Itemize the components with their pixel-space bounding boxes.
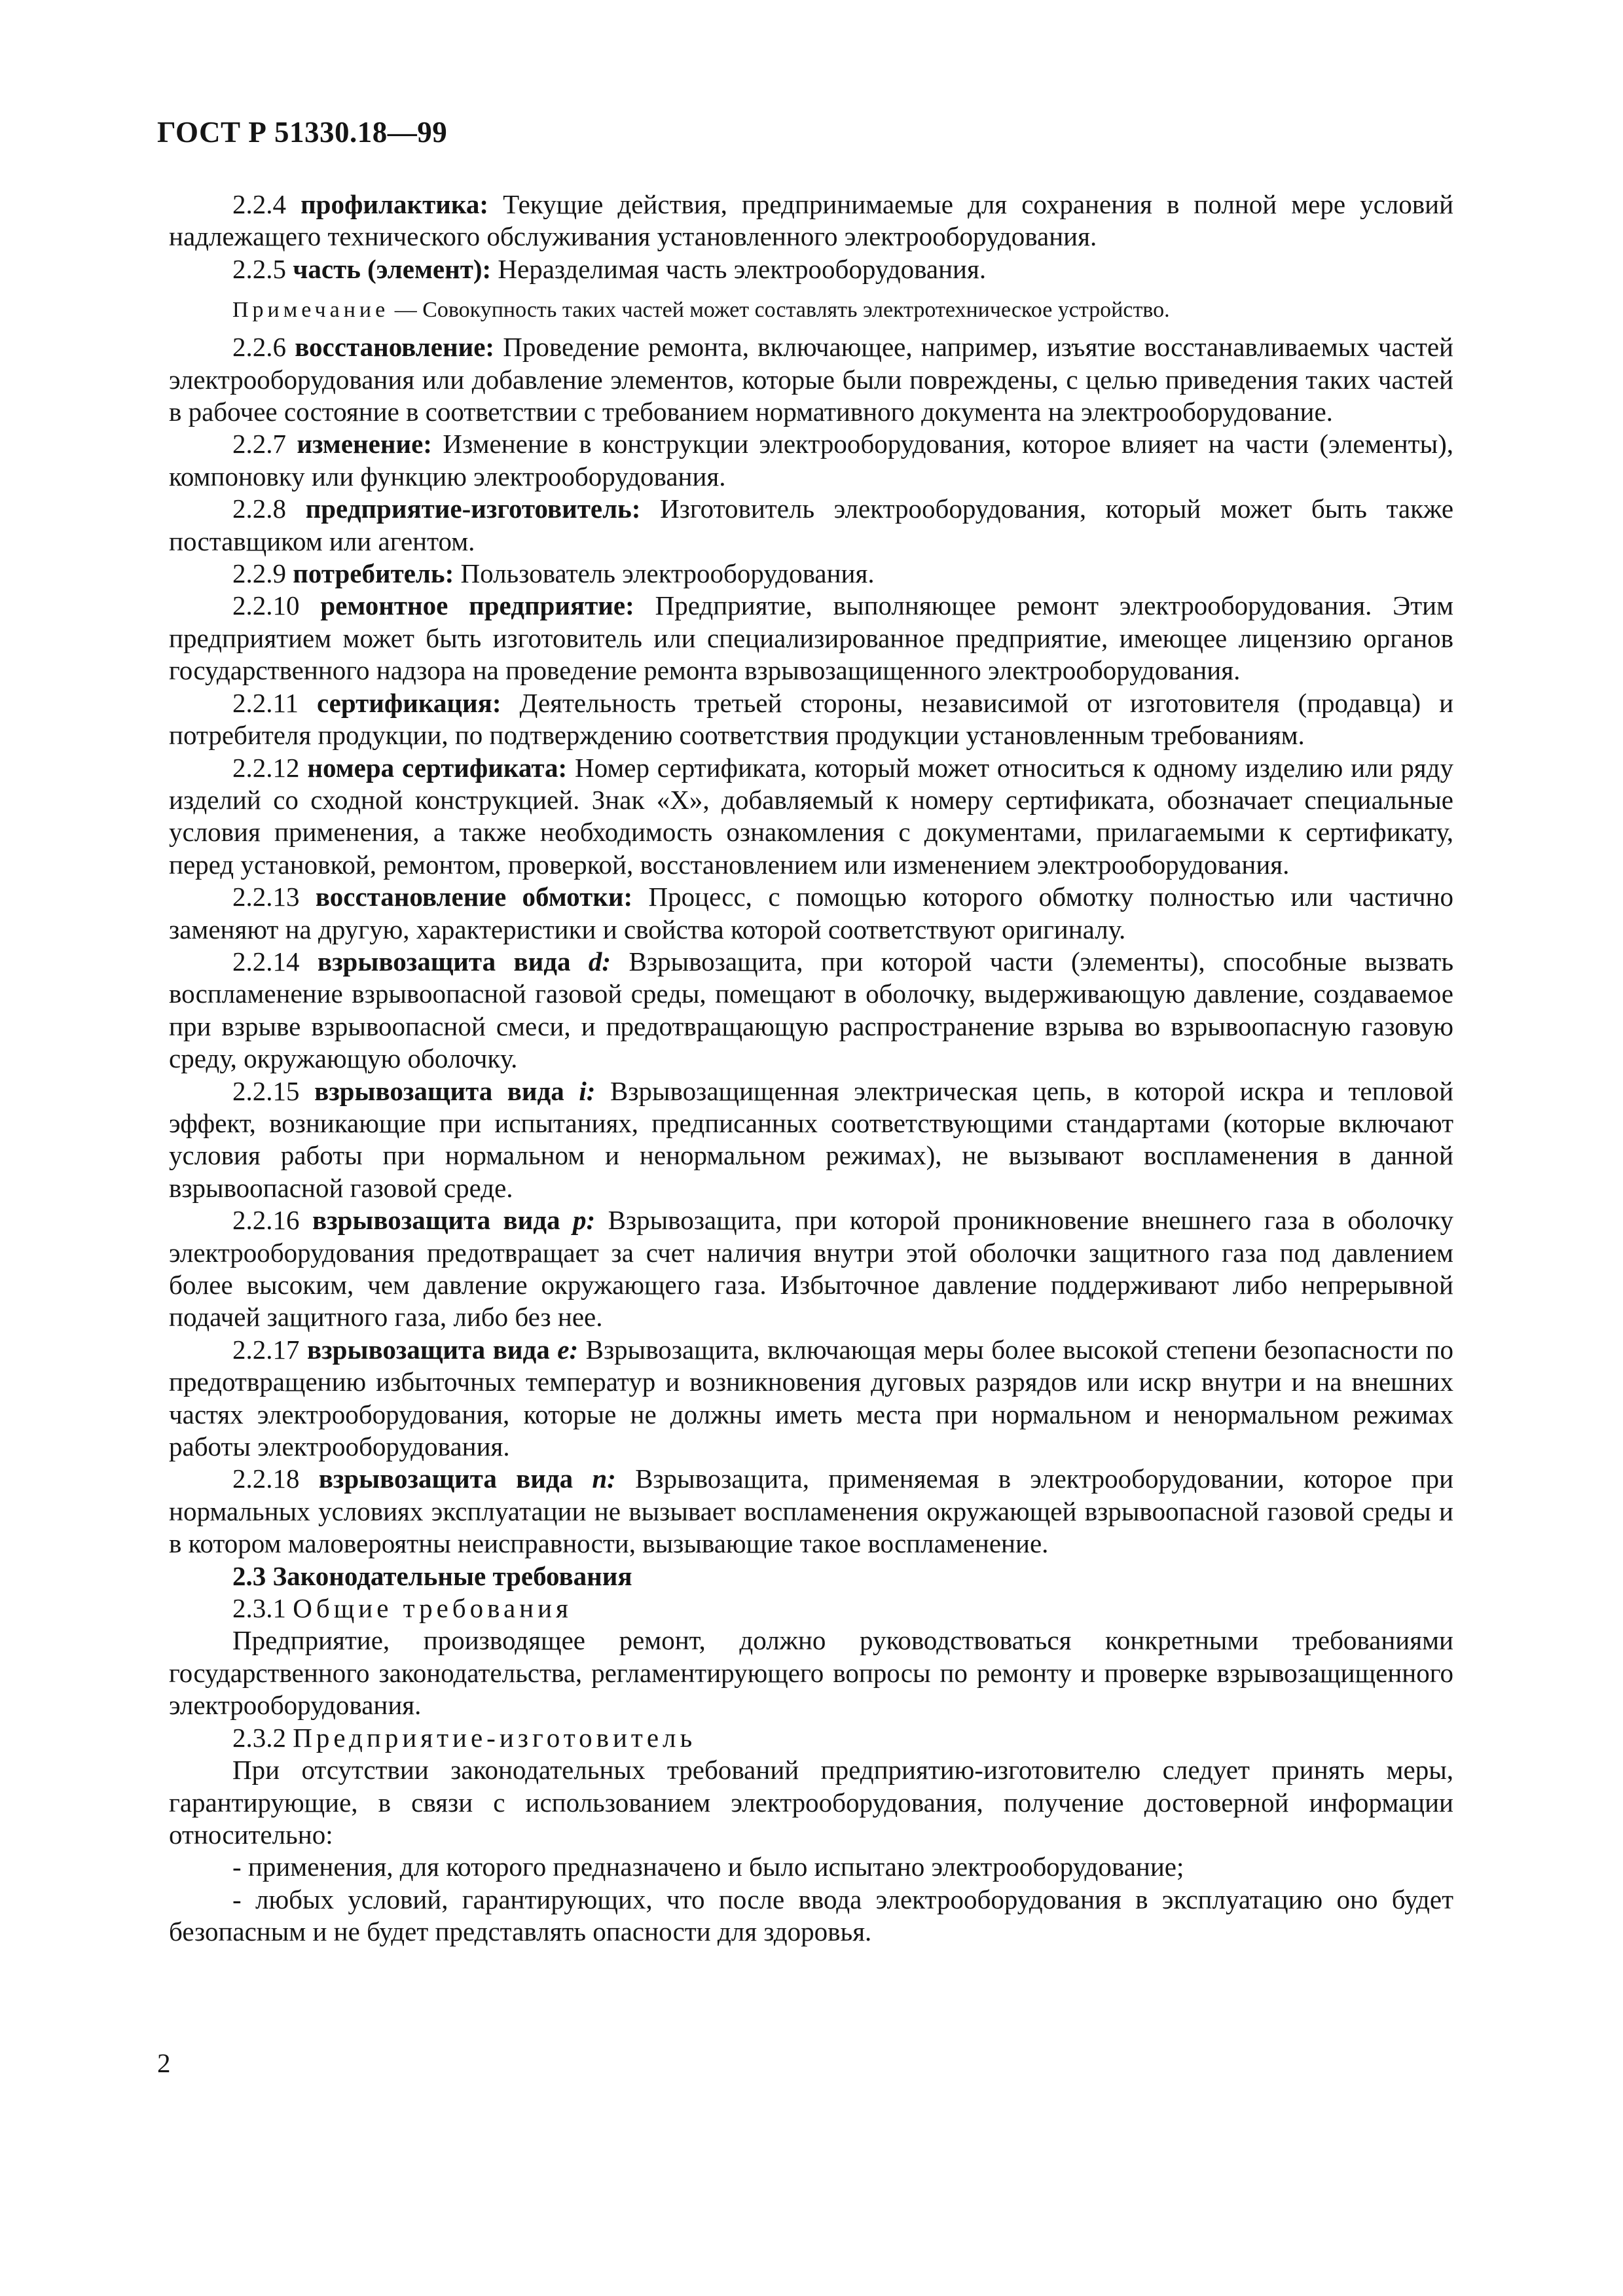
list-item: - применения, для которого предназначено и было испытано электрооборудование;	[232, 1852, 1184, 1882]
term-definition: Изменение в конструкции электрооборудования, которое влияет на части (элементы), компоновку или функцию электрооборудования.	[169, 429, 1454, 492]
term-definition: Изготовитель электрооборудования, который может быть также поставщиком или агентом.	[169, 493, 1454, 556]
term-paragraph	[169, 331, 1453, 428]
term-number: 2.2.10	[232, 590, 300, 621]
term-number: 2.2.9	[232, 558, 286, 589]
term-paragraph	[169, 881, 1453, 946]
term-number: 2.2.18	[232, 1463, 300, 1494]
term-definition: Номер сертификата, который может относиться к одному изделию или ряду изделий со сходной конструкцией. Знак «X», добавляемый к номеру сертификата, обозначает специальные условия применения, а также необходимость ознакомления с документами, прилагаемыми к сертификату, перед установкой, ремонтом, проверкой, восстановлением или изменением электрооборудования.	[169, 752, 1454, 880]
term-paragraph	[169, 1334, 1453, 1463]
term-paragraph	[169, 590, 1453, 687]
term-name: сертификация:	[316, 687, 501, 718]
term-number: 2.2.6	[232, 332, 286, 363]
term-definition: Взрывозащита, при которой части (элементы), способные вызвать воспламенение взрывоопасной газовой среды, помещают в оболочку, выдерживающую давление, создаваемое при взрыве взрывоопасной смеси, и предотвращающую распространение взрыва во взрывоопасную газовую среду, окружающую оболочку.	[169, 946, 1454, 1074]
term-name: часть (элемент):	[293, 253, 492, 284]
note-paragraph	[232, 296, 1453, 325]
term-name: взрывозащита вида	[307, 1334, 550, 1365]
subsection-number: 2.3.1	[232, 1593, 286, 1624]
page-number: 2	[157, 2048, 171, 2078]
subsection-heading	[169, 1722, 1453, 1754]
body-paragraph: Предприятие, производящее ремонт, должно руководствоваться конкретными требованиями государственного законодательства, регламентирующего вопросы по ремонту и проверке взрывозащищенного электрооборудования.	[169, 1625, 1453, 1721]
body-paragraph: При отсутствии законодательных требований предприятию-изготовителю следует принять меры, гарантирующие, в связи с использованием электрооборудования, получение достоверной информации относительно:	[169, 1755, 1453, 1850]
term-paragraph	[169, 558, 1453, 590]
term-name: взрывозащита вида	[317, 946, 571, 977]
term-paragraph	[169, 253, 1453, 285]
note-label: Примечание	[232, 298, 390, 323]
term-name: профилактика:	[301, 189, 489, 219]
term-number: 2.2.15	[232, 1075, 300, 1106]
term-number: 2.2.5	[232, 253, 286, 284]
term-name: взрывозащита вида	[314, 1075, 564, 1106]
term-name: взрывозащита вида	[312, 1205, 560, 1236]
term-number: 2.2.16	[232, 1205, 300, 1236]
term-type-letter: e:	[557, 1334, 579, 1365]
section-number: 2.3	[232, 1560, 266, 1591]
term-name: номера сертификата:	[307, 752, 568, 783]
term-type-letter: d:	[588, 946, 611, 977]
term-number: 2.2.14	[232, 946, 300, 977]
term-name: предприятие-изготовитель:	[305, 493, 641, 524]
term-paragraph	[169, 687, 1453, 752]
term-paragraph	[169, 188, 1453, 253]
term-type-letter: n:	[592, 1463, 616, 1494]
term-definition: Взрывозащита, применяемая в электрооборудовании, которое при нормальных условиях эксплуатации не вызывает воспламенения окружающей взрывоопасной газовой среды и в котором маловероятны неисправности, вызывающие такое воспламенение.	[169, 1463, 1454, 1559]
section-title: Законодательные требования	[272, 1560, 632, 1591]
document-body	[169, 188, 1453, 1948]
term-name: ремонтное предприятие:	[320, 590, 634, 621]
term-number: 2.2.7	[232, 429, 286, 459]
term-definition: Взрывозащищенная электрическая цепь, в которой искра и тепловой эффект, возникающие при испытаниях, предписанных соответствующими стандартами (которые включают условия работы при нормальном и ненормальном режимах), не вызывают воспламенения в данной взрывоопасной газовой среде.	[169, 1075, 1454, 1203]
term-paragraph	[169, 1204, 1453, 1334]
subsection-title: Предприятие-изготовитель	[293, 1722, 697, 1753]
term-name: восстановление обмотки:	[315, 882, 633, 912]
subsection-title: Общие требования	[293, 1593, 572, 1624]
note-text: — Совокупность таких частей может составлять электротехническое устройство.	[394, 298, 1170, 323]
term-definition: Неразделимая часть электрооборудования.	[498, 253, 987, 284]
term-definition: Взрывозащита, при которой проникновение внешнего газа в оболочку электрооборудования предотвращает за счет наличия внутри этой оболочки защитного газа под давлением более высоким, чем давление окружающего газа. Избыточное давление поддерживают либо непрерывной подачей защитного газа, либо без нее.	[169, 1205, 1454, 1333]
term-definition: Взрывозащита, включающая меры более высокой степени безопасности по предотвращению избыточных температур и возникновения дуговых разрядов или искр внутри и на внешних частях электрооборудования, которые не должны иметь места при нормальном и ненормальном режимах работы электрооборудования.	[169, 1334, 1454, 1462]
term-number: 2.2.4	[232, 189, 286, 219]
term-paragraph	[169, 752, 1453, 882]
term-type-letter: i:	[579, 1075, 596, 1106]
term-definition: Текущие действия, предпринимаемые для сохранения в полной мере условий надлежащего технического обслуживания установленного электрооборудования.	[169, 189, 1454, 252]
term-name: взрывозащита вида	[318, 1463, 574, 1494]
term-paragraph	[169, 1075, 1453, 1205]
document-header: ГОСТ Р 51330.18—99	[157, 116, 448, 149]
term-number: 2.2.11	[232, 687, 299, 718]
term-number: 2.2.12	[232, 752, 300, 783]
term-definition: Процесс, с помощью которого обмотку полностью или частично заменяют на другую, характеристики и свойства которой соответствуют оригиналу.	[169, 882, 1454, 944]
term-name: восстановление:	[295, 332, 495, 363]
subsection-number: 2.3.2	[232, 1722, 286, 1753]
term-name: потребитель:	[293, 558, 454, 589]
term-paragraph	[169, 428, 1453, 493]
term-number: 2.2.17	[232, 1334, 300, 1365]
term-type-letter: p:	[572, 1205, 596, 1236]
term-definition: Предприятие, выполняющее ремонт электрооборудования. Этим предприятием может быть изготовитель или специализированное предприятие, имеющее лицензию органов государственного надзора на проведение ремонта взрывозащищенного электрооборудования.	[169, 590, 1454, 686]
term-number: 2.2.13	[232, 882, 300, 912]
term-definition: Проведение ремонта, включающее, например, изъятие восстанавливаемых частей электрооборудования или добавление элементов, которые были повреждены, с целью приведения таких частей в рабочее состояние в соответствии с требованием нормативного документа на электрооборудование.	[169, 332, 1454, 427]
term-paragraph	[169, 946, 1453, 1075]
subsection-heading	[169, 1592, 1453, 1624]
term-number: 2.2.8	[232, 493, 286, 524]
term-definition: Деятельность третьей стороны, независимой от изготовителя (продавца) и потребителя продукции, по подтверждению соответствия продукции установленным требованиям.	[169, 687, 1454, 751]
section-heading	[169, 1560, 1453, 1592]
term-name: изменение:	[297, 429, 432, 459]
term-definition: Пользователь электрооборудования.	[460, 558, 875, 589]
term-paragraph	[169, 493, 1453, 558]
list-item: - любых условий, гарантирующих, что после ввода электрооборудования в эксплуатацию оно будет безопасным и не будет представлять опасности для здоровья.	[169, 1884, 1453, 1947]
term-paragraph	[169, 1463, 1453, 1560]
